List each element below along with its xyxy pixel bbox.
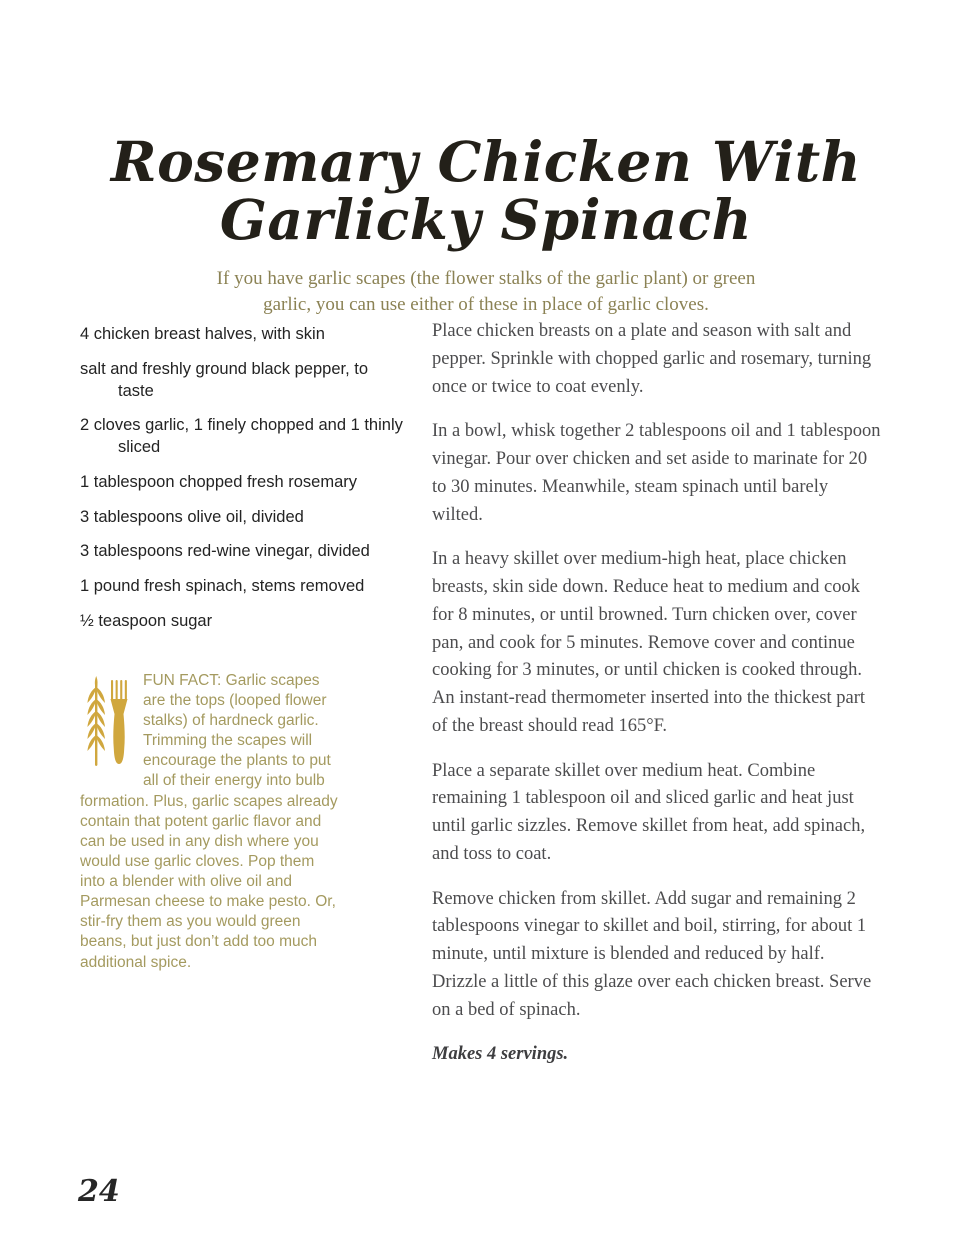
page-title-line-1: Rosemary Chicken With bbox=[110, 128, 862, 194]
page-title bbox=[0, 128, 972, 253]
ingredient-item: 3 tablespoons red-wine vinegar, divided bbox=[80, 542, 370, 561]
ingredient-item: 2 cloves garlic, 1 finely chopped and 1 thinly sliced bbox=[80, 416, 403, 457]
instruction-paragraph: Remove chicken from skillet. Add sugar and remaining 2 tablespoons vinegar to skillet and boil, stirring, for about 1 minute, until mixture is blended and reduced by half. Drizzle a little of this glaze over each chicken breast. Serve on a bed of spinach. bbox=[432, 888, 872, 1020]
fun-fact-sidebar bbox=[80, 671, 340, 973]
instruction-paragraph: In a bowl, whisk together 2 tablespoons oil and 1 tablespoon vinegar. Pour over chicken and set aside to marinate for 20 to 30 minutes. Meanwhile, steam spinach until barely wilted. bbox=[432, 421, 881, 525]
ingredients-column bbox=[80, 324, 406, 973]
recipe-subtitle: If you have garlic scapes (the flower stalks of the garlic plant) or green garlic, you can use either of these in place of garlic cloves. bbox=[216, 268, 756, 316]
yield-line: Makes 4 servings. bbox=[432, 1044, 569, 1065]
wheat-and-fork-icon bbox=[80, 674, 130, 776]
page-number: 24 bbox=[78, 1174, 120, 1209]
instruction-paragraph: Place a separate skillet over medium heat. Combine remaining 1 tablespoon oil and sliced garlic and heat just until garlic sizzles. Remove skillet from heat, add spinach, and toss to coat. bbox=[432, 760, 866, 864]
instructions-column bbox=[432, 318, 882, 1069]
instruction-paragraph: Place chicken breasts on a plate and season with salt and pepper. Sprinkle with chopped garlic and rosemary, turning once or twice to coat evenly. bbox=[432, 321, 872, 397]
ingredient-item: ½ teaspoon sugar bbox=[80, 611, 213, 630]
ingredient-item: 3 tablespoons olive oil, divided bbox=[80, 507, 304, 526]
instruction-paragraph: In a heavy skillet over medium-high heat, place chicken breasts, skin side down. Reduce heat to medium and cook for 8 minutes, or until browned. Turn chicken over, cover pan, and cook for 5 minutes. Remove cover and continue cooking for 3 minutes, or until chicken is cooked through. An instant-read thermometer inserted into the thickest part of the breast should read 165°F. bbox=[432, 549, 866, 736]
ingredient-item: 1 tablespoon chopped fresh rosemary bbox=[80, 472, 358, 491]
ingredient-item: 4 chicken breast halves, with skin bbox=[80, 325, 325, 343]
fun-fact-text: FUN FACT: Garlic scapes are the tops (looped flower stalks) of hardneck garlic. Trimming the scapes will encourage the plants to put all of their energy into bulb formation. Plus, garlic scapes already contain that potent garlic flavor and can be used in any dish where you would use garlic cloves. Pop them into a blender with olive oil and Parmesan cheese to make pesto. Or, stir-fry them as you would green beans, but just don’t add too much additional spice. bbox=[80, 671, 338, 971]
page-title-line-2: Garlicky Spinach bbox=[219, 187, 753, 253]
ingredient-item: 1 pound fresh spinach, stems removed bbox=[80, 577, 365, 596]
ingredient-item: salt and freshly ground black pepper, to taste bbox=[80, 359, 369, 400]
